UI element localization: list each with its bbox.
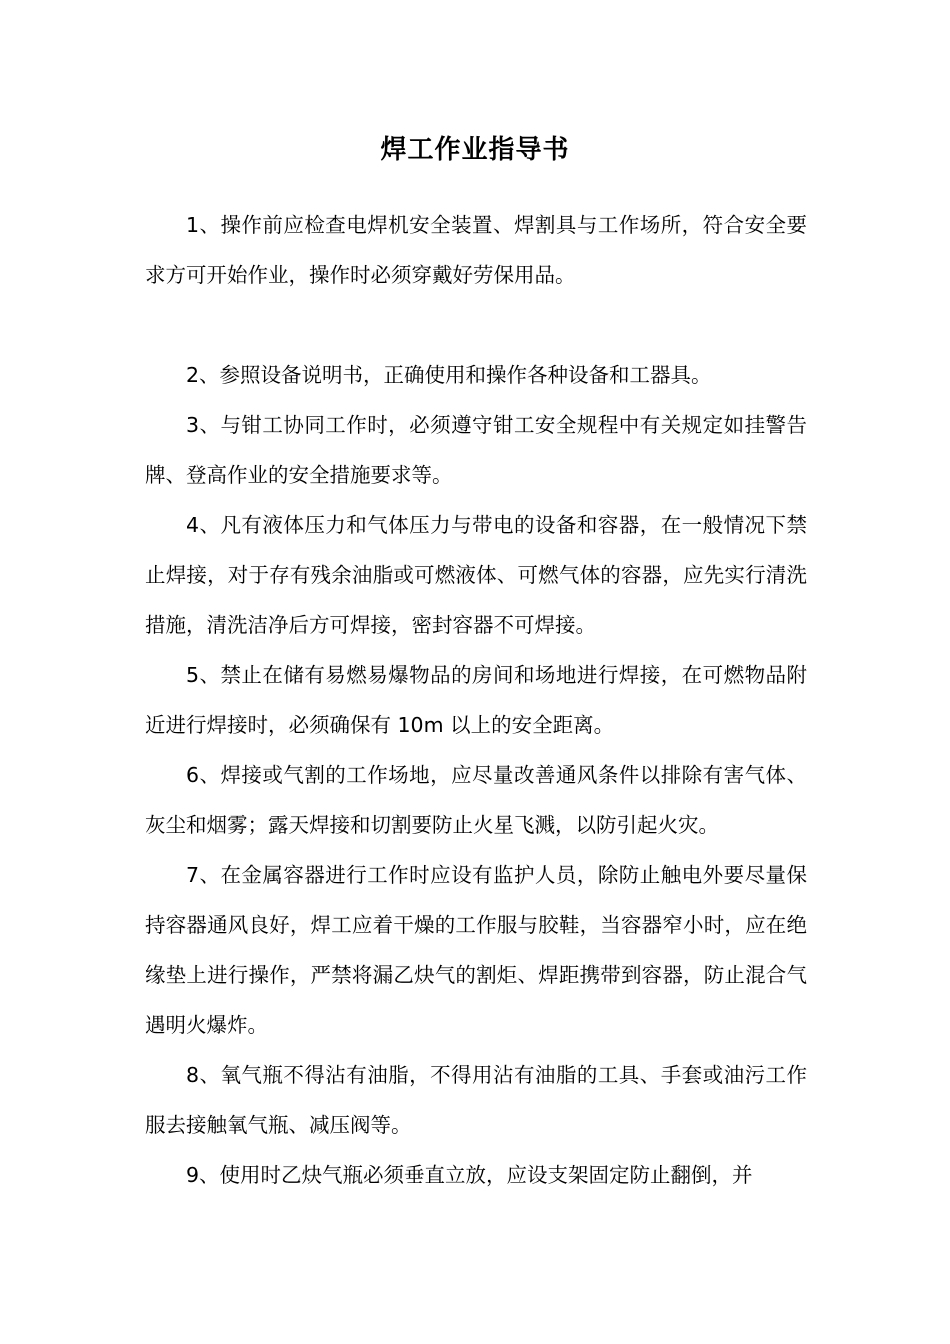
paragraph-3: 3、与钳工协同工作时，必须遵守钳工安全规程中有关规定如挂警告牌、登高作业的安全措施要求等。 <box>145 413 807 487</box>
paragraph-7: 7、在金属容器进行工作时应设有监护人员，除防止触电外要尽量保持容器通风良好，焊工应着干燥的工作服与胶鞋，当容器窄小时，应在绝缘垫上进行操作，严禁将漏乙炔气的割炬、焊距携带到容器，防止混合气遇明火爆炸。 <box>145 863 807 1037</box>
paragraph-6: 6、焊接或气割的工作场地，应尽量改善通风条件以排除有害气体、灰尘和烟雾；露天焊接和切割要防止火星飞溅，以防引起火灾。 <box>145 763 807 837</box>
paragraph-5: 5、禁止在储有易燃易爆物品的房间和场地进行焊接，在可燃物品附近进行焊接时，必须确保有 10m 以上的安全距离。 <box>145 663 807 737</box>
paragraph-2: 2、参照设备说明书，正确使用和操作各种设备和工器具。 <box>186 363 712 387</box>
document-body <box>145 200 807 1200</box>
paragraph-4: 4、凡有液体压力和气体压力与带电的设备和容器，在一般情况下禁止焊接，对于存有残余油脂或可燃液体、可燃气体的容器，应先实行清洗措施，清洗洁净后方可焊接，密封容器不可焊接。 <box>145 513 807 637</box>
paragraph-1: 1、操作前应检查电焊机安全装置、焊割具与工作场所，符合安全要 求方可开始作业，操作时必须穿戴好劳保用品。 <box>145 213 807 287</box>
paragraph-8: 8、氧气瓶不得沾有油脂，不得用沾有油脂的工具、手套或油污工作服去接触氧气瓶、减压阀等。 <box>145 1063 807 1137</box>
paragraph-9: 9、使用时乙炔气瓶必须垂直立放，应设支架固定防止翻倒，并 <box>186 1163 753 1187</box>
document-title: 焊工作业指导书 <box>380 135 570 165</box>
